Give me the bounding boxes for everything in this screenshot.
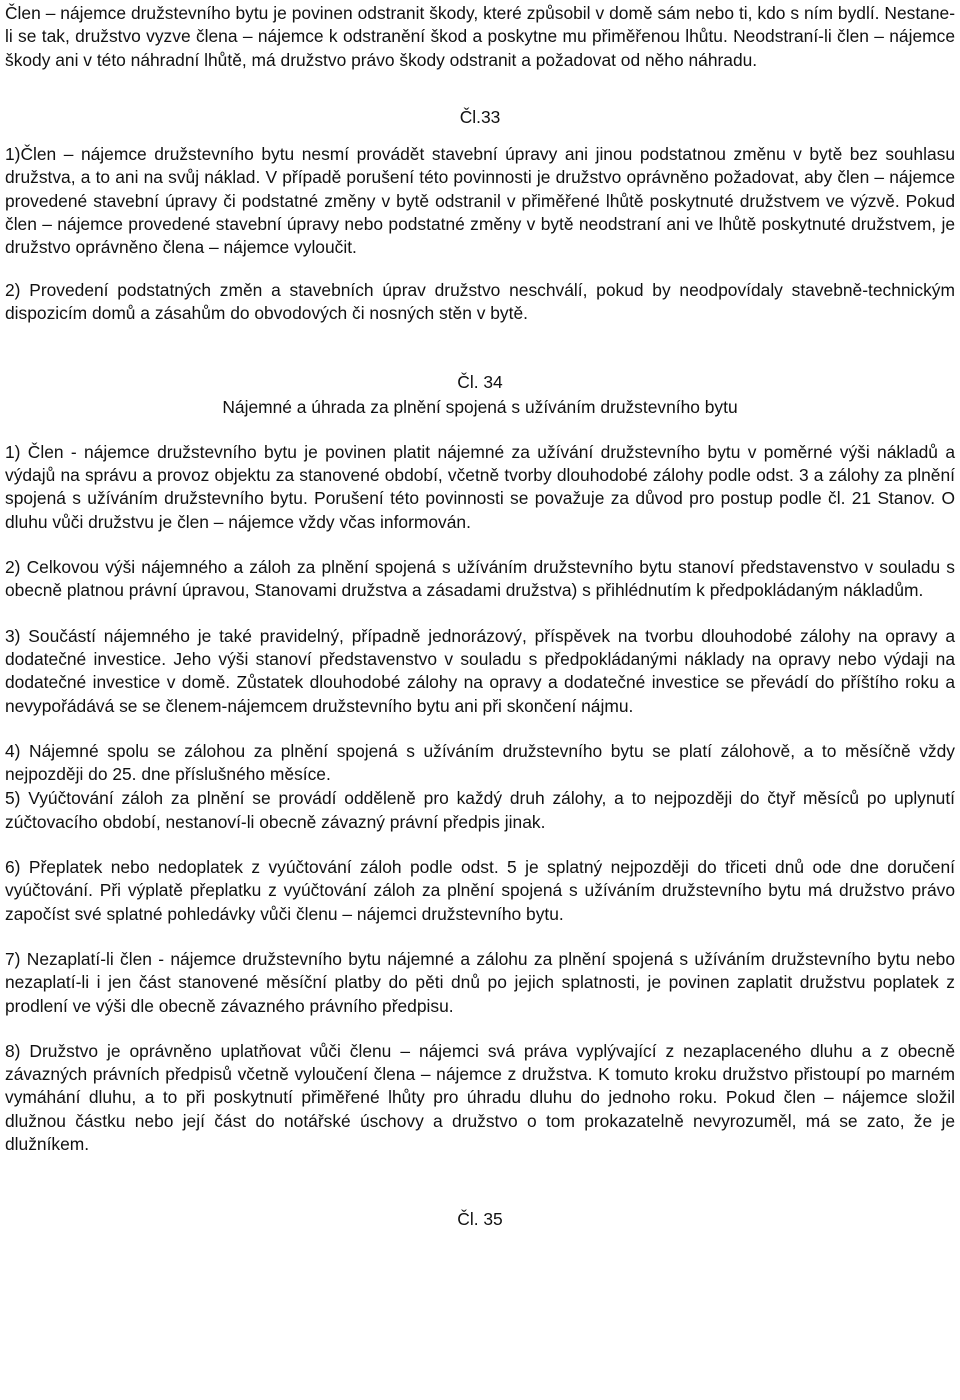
article-34-paragraph-3: 3) Součástí nájemného je také pravidelný, případně jednorázový, příspěvek na tvorbu dlouhodobé zálohy na opravy a dodatečné investice. Jeho výši stanoví představenstvo v souladu s předpokládanými náklady na opravy nebo výdaji na dodatečné investice v domě. Zůstatek dlouhodobé zálohy na opravy a dodatečné investice se převádí do příštího roku a nevypořádává se se členem-nájemcem družstevního bytu ani při skončení nájmu. xyxy=(5,625,955,716)
article-34-paragraph-4: 4) Nájemné spolu se zálohou za plnění spojená s užíváním družstevního bytu se platí zálohově, a to měsíčně vždy nejpozději do 25. dne příslušného měsíce. xyxy=(5,740,955,785)
article-34-heading: Čl. 34 xyxy=(457,372,503,393)
intro-paragraph: Člen – nájemce družstevního bytu je povinen odstranit škody, které způsobil v domě sám nebo ti, kdo s ním bydlí. Nestane-li se tak, družstvo vyzve člena – nájemce k odstranění škod a poskytne mu přiměřenou lhůtu. Neodstraní-li člen – nájemce škody ani v této náhradní lhůtě, má družstvo právo škody odstranit a požadovat od něho náhradu. xyxy=(5,3,955,70)
article-34-paragraph-6: 6) Přeplatek nebo nedoplatek z vyúčtování záloh podle odst. 5 je splatný nejpozději do třiceti dnů ode dne doručení vyúčtování. Při výplatě přeplatku z vyúčtování záloh za plnění spojená s užíváním družstevního bytu má družstvo právo započíst své splatné pohledávky vůči členu – nájemci družstevního bytu. xyxy=(5,857,955,924)
document-page xyxy=(5,2,955,1232)
article-34-paragraph-7: 7) Nezaplatí-li člen - nájemce družstevního bytu nájemné a zálohu za plnění spojená s užíváním družstevního bytu nebo nezaplatí-li i jen část stanovené měsíční platby do pěti dnů po jejich splatnosti, je povinen zaplatit družstvu poplatek z prodlení ve výši dle obecně závazného právního předpisu. xyxy=(5,948,955,1016)
article-34-paragraph-5: 5) Vyúčtování záloh za plnění se provádí odděleně pro každý druh zálohy, a to nejpozději do čtyř měsíců po uplynutí zúčtovacího období, nestanoví-li obecně závazný právní předpis jinak. xyxy=(5,788,955,832)
article-34-paragraph-8: 8) Družstvo je oprávněno uplatňovat vůči členu – nájemci svá práva vyplývající z nezaplaceného dluhu a z obecně závazných právních předpisů včetně vyloučení člena – nájemce z družstva. K tomuto kroku družstvo přistoupí po marném vymáhání dluhu, a to při poskytnutí přiměřené lhůty pro úhradu dluhu do jednoho roku. Pokud člen – nájemce složil dlužnou částku nebo její část do notářské úschovy a družstvo o tom prokazatelně nevyrozuměl, má se zato, že je dlužníkem. xyxy=(5,1040,955,1154)
article-33-paragraph-1: 1)Člen – nájemce družstevního bytu nesmí provádět stavební úpravy ani jinou podstatnou změnu v bytě bez souhlasu družstva, a to ani na svůj náklad. V případě porušení této povinnosti je družstvo oprávněno požadovat, aby člen – nájemce provedené stavební úpravy či podstatné změny v bytě odstranil v přiměřené lhůtě poskytnuté družstvem ve výzvě. Pokud člen – nájemce provedené stavební úpravy nebo podstatné změny v bytě neodstraní ani ve lhůtě poskytnuté družstvem, je družstvo oprávněno člena – nájemce vyloučit. xyxy=(5,144,955,258)
article-34-paragraph-1: 1) Člen - nájemce družstevního bytu je povinen platit nájemné za užívání družstevního bytu v poměrné výši nákladů a výdajů na správu a provoz objektu za stanovené období, včetně tvorby dlouhodobé zálohy podle odst. 3 a zálohy za plnění spojená s užíváním družstevního bytu. Porušení této povinnosti se považuje za důvod pro postup podle čl. 21 Stanov. O dluhu vůči družstvu je člen – nájemce vždy včas informován. xyxy=(5,441,955,532)
article-33-paragraph-2: 2) Provedení podstatných změn a stavebních úprav družstvo neschválí, pokud by neodpovídaly stavebně-technickým dispozicím domů a zásahům do obvodových či nosných stěn v bytě. xyxy=(5,279,955,323)
article-34-subtitle: Nájemné a úhrada za plnění spojená s užíváním družstevního bytu xyxy=(222,396,738,417)
article-35-heading: Čl. 35 xyxy=(457,1209,503,1230)
article-34-paragraph-2: 2) Celkovou výši nájemného a záloh za plnění spojená s užíváním družstevního bytu stanoví představenstvo v souladu s obecně platnou právní úpravou, Stanovami družstva a zásadami družstva) s přihlédnutím k předpokládaným nákladům. xyxy=(5,557,955,601)
article-33-heading: Čl.33 xyxy=(459,106,501,127)
